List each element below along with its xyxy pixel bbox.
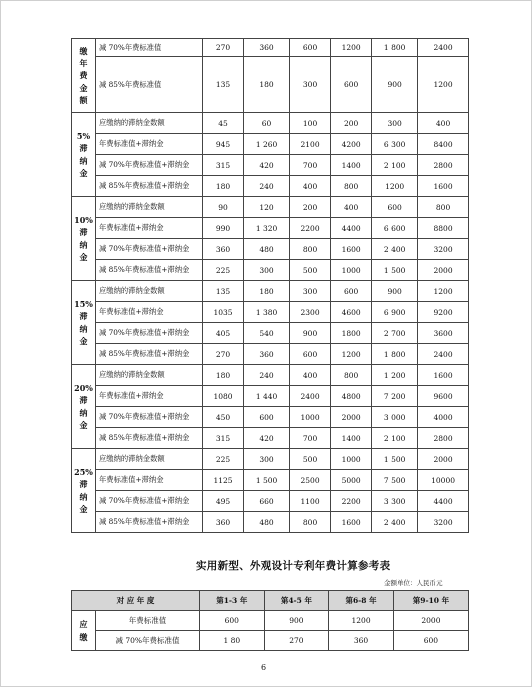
fee-cell: 240	[244, 176, 290, 197]
fee-cell: 700	[290, 428, 331, 449]
row-label: 应缴纳的滞纳金数额	[96, 281, 203, 302]
fee-cell: 10000	[418, 470, 469, 491]
reference-cell: 600	[200, 611, 265, 631]
section-label	[72, 197, 96, 281]
fee-cell: 1000	[331, 260, 372, 281]
row-label: 应缴纳的滞纳金数额	[96, 197, 203, 218]
reference-header-year: 第1-3 年	[200, 591, 265, 611]
fee-cell: 400	[290, 176, 331, 197]
fee-cell: 45	[203, 113, 244, 134]
fee-cell: 1 500	[244, 470, 290, 491]
fee-cell: 300	[244, 260, 290, 281]
section-label	[72, 449, 96, 533]
fee-cell: 1200	[331, 344, 372, 365]
fee-cell: 2100	[290, 134, 331, 155]
fee-cell: 800	[290, 512, 331, 533]
fee-cell: 500	[290, 449, 331, 470]
table-row	[72, 302, 469, 323]
fee-cell: 1100	[290, 491, 331, 512]
fee-cell: 1600	[418, 365, 469, 386]
row-label: 减 70%年费标准值+滞纳金	[96, 407, 203, 428]
section-label-text: 15% 滞 纳 金	[74, 298, 93, 346]
fee-cell: 420	[244, 155, 290, 176]
fee-cell: 400	[418, 113, 469, 134]
fee-cell: 660	[244, 491, 290, 512]
fee-cell: 315	[203, 155, 244, 176]
fee-cell: 2500	[290, 470, 331, 491]
section-label	[72, 365, 96, 449]
fee-cell: 300	[290, 57, 331, 113]
fee-cell: 7 500	[372, 470, 418, 491]
fee-cell: 3 000	[372, 407, 418, 428]
row-label: 减 70%年费标准值	[96, 39, 203, 57]
table-row	[72, 344, 469, 365]
table-row	[72, 260, 469, 281]
fee-cell: 180	[203, 176, 244, 197]
fee-cell: 2200	[290, 218, 331, 239]
fee-cell: 6 900	[372, 302, 418, 323]
fee-cell: 1000	[331, 449, 372, 470]
fee-cell: 600	[244, 407, 290, 428]
fee-cell: 495	[203, 491, 244, 512]
table-row	[72, 491, 469, 512]
row-label: 减 70%年费标准值+滞纳金	[96, 155, 203, 176]
fee-cell: 300	[372, 113, 418, 134]
reference-section-text: 应 缴	[79, 618, 88, 642]
fee-cell: 2400	[290, 386, 331, 407]
row-label: 减 70%年费标准值+滞纳金	[96, 323, 203, 344]
fee-cell: 800	[418, 197, 469, 218]
fee-cell: 945	[203, 134, 244, 155]
fee-cell: 6 300	[372, 134, 418, 155]
table-row	[72, 239, 469, 260]
fee-cell: 3200	[418, 239, 469, 260]
fee-cell: 1 500	[372, 260, 418, 281]
fee-cell: 540	[244, 323, 290, 344]
section-label-text: 缴 年 费 金 额	[79, 45, 88, 106]
fee-cell: 2000	[331, 407, 372, 428]
fee-cell: 200	[290, 197, 331, 218]
reference-cell: 2000	[393, 611, 468, 631]
table-row	[72, 449, 469, 470]
fee-cell: 9200	[418, 302, 469, 323]
fee-cell: 90	[203, 197, 244, 218]
fee-cell: 300	[290, 281, 331, 302]
fee-cell: 1600	[331, 512, 372, 533]
fee-cell: 2000	[418, 449, 469, 470]
fee-cell: 3200	[418, 512, 469, 533]
fee-cell: 100	[290, 113, 331, 134]
table-row	[72, 155, 469, 176]
table-row	[72, 365, 469, 386]
fee-cell: 600	[331, 281, 372, 302]
fee-cell: 2800	[418, 155, 469, 176]
fee-cell: 1035	[203, 302, 244, 323]
table-row	[72, 281, 469, 302]
fee-cell: 360	[203, 239, 244, 260]
fee-cell: 2 100	[372, 428, 418, 449]
fee-cell: 240	[244, 365, 290, 386]
section-label	[72, 113, 96, 197]
reference-cell: 1 80	[200, 631, 265, 651]
table-row	[72, 407, 469, 428]
fee-cell: 4200	[331, 134, 372, 155]
fee-cell: 700	[290, 155, 331, 176]
fee-cell: 1400	[331, 155, 372, 176]
fee-cell: 1 260	[244, 134, 290, 155]
reference-header-year: 第4-5 年	[264, 591, 329, 611]
fee-cell: 1400	[331, 428, 372, 449]
table-row	[72, 57, 469, 113]
row-label: 减 85%年费标准值+滞纳金	[96, 344, 203, 365]
fee-cell: 315	[203, 428, 244, 449]
fee-cell: 1 440	[244, 386, 290, 407]
fee-cell: 4800	[331, 386, 372, 407]
fee-cell: 400	[290, 365, 331, 386]
reference-header-year: 第6-8 年	[329, 591, 394, 611]
table-row	[72, 197, 469, 218]
row-label: 减 85%年费标准值+滞纳金	[96, 512, 203, 533]
fee-cell: 5000	[331, 470, 372, 491]
row-label: 应缴纳的滞纳金数额	[96, 113, 203, 134]
fee-cell: 4600	[331, 302, 372, 323]
fee-cell: 180	[244, 57, 290, 113]
fee-cell: 3 300	[372, 491, 418, 512]
fee-cell: 2800	[418, 428, 469, 449]
fee-cell: 900	[372, 57, 418, 113]
fee-cell: 480	[244, 512, 290, 533]
fee-cell: 7 200	[372, 386, 418, 407]
fee-cell: 2000	[418, 260, 469, 281]
fee-cell: 8400	[418, 134, 469, 155]
fee-cell: 600	[372, 197, 418, 218]
fee-cell: 1 200	[372, 365, 418, 386]
fee-cell: 4000	[418, 407, 469, 428]
page-number: 6	[261, 663, 267, 672]
fee-cell: 9600	[418, 386, 469, 407]
fee-cell: 420	[244, 428, 290, 449]
row-label: 减 85%年费标准值	[96, 57, 203, 113]
fee-cell: 1600	[331, 239, 372, 260]
fee-cell: 3600	[418, 323, 469, 344]
reference-cell: 600	[393, 631, 468, 651]
table-row	[72, 113, 469, 134]
fee-cell: 360	[244, 344, 290, 365]
fee-cell: 990	[203, 218, 244, 239]
fee-cell: 1800	[331, 323, 372, 344]
row-label: 年费标准值+滞纳金	[96, 134, 203, 155]
table-row	[72, 512, 469, 533]
late-fee-table	[71, 38, 469, 533]
reference-row-label: 年费标准值	[96, 611, 200, 631]
row-label: 年费标准值+滞纳金	[96, 302, 203, 323]
reference-cell: 270	[264, 631, 329, 651]
row-label: 减 85%年费标准值+滞纳金	[96, 428, 203, 449]
fee-cell: 225	[203, 260, 244, 281]
row-label: 减 85%年费标准值+滞纳金	[96, 176, 203, 197]
fee-cell: 450	[203, 407, 244, 428]
fee-cell: 135	[203, 281, 244, 302]
fee-cell: 1 800	[372, 39, 418, 57]
fee-cell: 4400	[418, 491, 469, 512]
fee-cell: 800	[331, 176, 372, 197]
row-label: 减 70%年费标准值+滞纳金	[96, 239, 203, 260]
fee-cell: 4400	[331, 218, 372, 239]
section-label-text: 5% 滞 纳 金	[76, 130, 91, 178]
fee-cell: 270	[203, 39, 244, 57]
table-row	[72, 470, 469, 491]
section-label	[72, 281, 96, 365]
reference-cell: 360	[329, 631, 394, 651]
reference-section-label	[72, 611, 96, 651]
table-row	[72, 386, 469, 407]
fee-cell: 600	[331, 57, 372, 113]
reference-cell: 900	[264, 611, 329, 631]
reference-header-label: 对 应 年 度	[72, 591, 200, 611]
fee-cell: 1200	[372, 176, 418, 197]
reference-header-row	[72, 591, 469, 611]
fee-cell: 300	[244, 449, 290, 470]
fee-cell: 1600	[418, 176, 469, 197]
fee-cell: 2300	[290, 302, 331, 323]
fee-cell: 180	[244, 281, 290, 302]
fee-cell: 60	[244, 113, 290, 134]
table-row	[72, 134, 469, 155]
fee-cell: 500	[290, 260, 331, 281]
fee-cell: 480	[244, 239, 290, 260]
fee-cell: 600	[290, 39, 331, 57]
fee-cell: 225	[203, 449, 244, 470]
table-row	[72, 631, 469, 651]
fee-cell: 8800	[418, 218, 469, 239]
row-label: 年费标准值+滞纳金	[96, 218, 203, 239]
fee-cell: 120	[244, 197, 290, 218]
reference-table-title: 实用新型、外观设计专利年费计算参考表	[196, 560, 391, 572]
fee-cell: 135	[203, 57, 244, 113]
reference-cell: 1200	[329, 611, 394, 631]
fee-cell: 2400	[418, 39, 469, 57]
fee-cell: 2 400	[372, 239, 418, 260]
fee-cell: 2200	[331, 491, 372, 512]
fee-cell: 2400	[418, 344, 469, 365]
row-label: 减 70%年费标准值+滞纳金	[96, 491, 203, 512]
fee-cell: 1 500	[372, 449, 418, 470]
reference-header-year: 第9-10 年	[393, 591, 468, 611]
fee-cell: 6 600	[372, 218, 418, 239]
table-row	[72, 176, 469, 197]
reference-row-label: 减 70%年费标准值	[96, 631, 200, 651]
fee-cell: 1125	[203, 470, 244, 491]
row-label: 应缴纳的滞纳金数额	[96, 365, 203, 386]
row-label: 应缴纳的滞纳金数额	[96, 449, 203, 470]
fee-cell: 270	[203, 344, 244, 365]
table-row	[72, 218, 469, 239]
fee-cell: 800	[331, 365, 372, 386]
section-label	[72, 39, 96, 113]
fee-cell: 2 400	[372, 512, 418, 533]
fee-cell: 360	[203, 512, 244, 533]
fee-cell: 1000	[290, 407, 331, 428]
fee-cell: 600	[290, 344, 331, 365]
section-label-text: 25% 滞 纳 金	[74, 466, 93, 514]
fee-cell: 1 380	[244, 302, 290, 323]
fee-cell: 2 100	[372, 155, 418, 176]
section-label-text: 10% 滞 纳 金	[74, 214, 93, 262]
fee-cell: 405	[203, 323, 244, 344]
fee-cell: 180	[203, 365, 244, 386]
reference-fee-table	[71, 590, 469, 651]
unit-note: 金额单位：人民币元	[384, 579, 443, 587]
fee-cell: 800	[290, 239, 331, 260]
fee-cell: 400	[331, 197, 372, 218]
fee-cell: 900	[372, 281, 418, 302]
fee-cell: 1 320	[244, 218, 290, 239]
row-label: 年费标准值+滞纳金	[96, 470, 203, 491]
fee-cell: 200	[331, 113, 372, 134]
table-row	[72, 39, 469, 57]
table-row	[72, 323, 469, 344]
row-label: 年费标准值+滞纳金	[96, 386, 203, 407]
fee-cell: 1 800	[372, 344, 418, 365]
table-row	[72, 611, 469, 631]
fee-cell: 900	[290, 323, 331, 344]
fee-cell: 1200	[331, 39, 372, 57]
table-row	[72, 428, 469, 449]
section-label-text: 20% 滞 纳 金	[74, 382, 93, 430]
fee-cell: 1200	[418, 281, 469, 302]
fee-cell: 360	[244, 39, 290, 57]
fee-cell: 1080	[203, 386, 244, 407]
fee-cell: 1200	[418, 57, 469, 113]
fee-cell: 2 700	[372, 323, 418, 344]
row-label: 减 85%年费标准值+滞纳金	[96, 260, 203, 281]
